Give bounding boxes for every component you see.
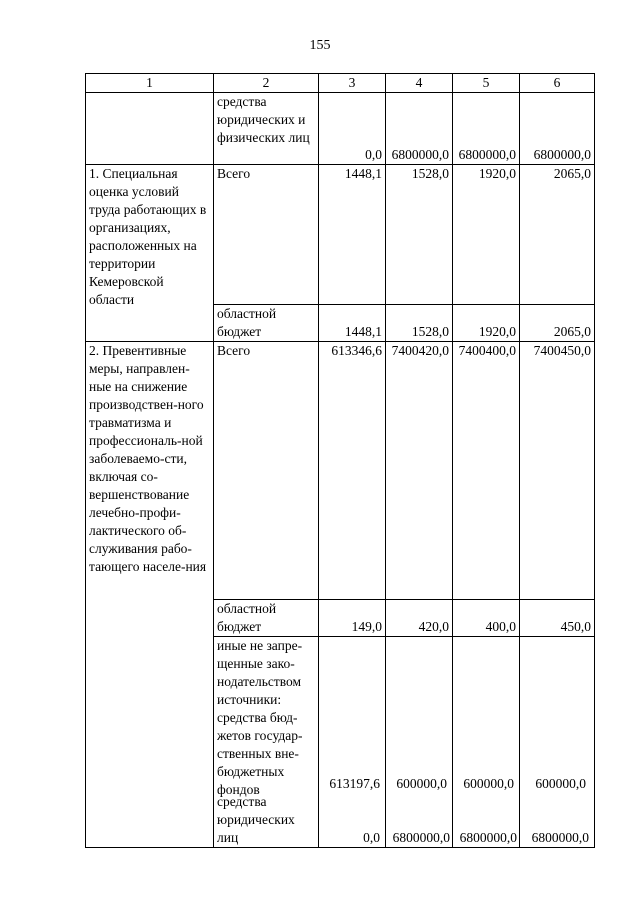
value-cell: 0,0 (319, 93, 386, 165)
value-text: 600000,0 (535, 776, 586, 791)
header-col-1: 1 (86, 74, 214, 93)
value-cell (520, 637, 595, 848)
value-cell: 400,0 (453, 600, 520, 637)
header-col-2: 2 (214, 74, 319, 93)
header-col-6: 6 (520, 74, 595, 93)
value-cell: 1528,0 (386, 305, 453, 342)
value-cell: 6800000,0 (386, 93, 453, 165)
value-text: 613197,6 (329, 776, 380, 791)
measure-1-title: 1. Специальная оценка условий труда работающих в организациях, расположенных на территории Кемеровской области (86, 165, 214, 342)
value-cell: 7400420,0 (386, 342, 453, 600)
value-text: 600000,0 (463, 776, 514, 791)
source-cell: Всего (214, 165, 319, 305)
value-cell (453, 637, 520, 848)
source-cell (214, 637, 319, 848)
value-cell: 6800000,0 (453, 93, 520, 165)
table-row (86, 93, 595, 165)
source-cell: областной бюджет (214, 305, 319, 342)
header-col-5: 5 (453, 74, 520, 93)
value-cell: 1920,0 (453, 305, 520, 342)
value-cell: 1448,1 (319, 305, 386, 342)
value-cell: 149,0 (319, 600, 386, 637)
value-cell: 7400400,0 (453, 342, 520, 600)
value-cell: 1920,0 (453, 165, 520, 305)
source-cell: областной бюджет (214, 600, 319, 637)
value-cell: 6800000,0 (520, 93, 595, 165)
value-text: 600000,0 (396, 776, 447, 791)
value-cell (386, 637, 453, 848)
value-cell: 2065,0 (520, 165, 595, 305)
value-cell: 420,0 (386, 600, 453, 637)
value-cell: 613346,6 (319, 342, 386, 600)
header-col-4: 4 (386, 74, 453, 93)
value-cell: 450,0 (520, 600, 595, 637)
header-row (86, 74, 595, 93)
value-text: 0,0 (363, 830, 380, 845)
source-cell: средства юридических и физических лиц (214, 93, 319, 165)
table-row (86, 342, 595, 600)
budget-table (85, 73, 595, 848)
value-cell (319, 637, 386, 848)
measure-cell-empty (86, 93, 214, 165)
source-cell: Всего (214, 342, 319, 600)
legal-entities-label: средства юридических лиц (217, 794, 295, 845)
value-cell: 2065,0 (520, 305, 595, 342)
value-text: 6800000,0 (459, 830, 517, 845)
value-cell: 7400450,0 (520, 342, 595, 600)
measure-2-title: 2. Превентивные меры, направлен-ные на снижение производствен-ного травматизма и профессиональ-ной заболеваемо-сти, включая со-вершенствование лечебно-профи-лактического об-служивания рабо-тающего населе-ния (86, 342, 214, 848)
value-text: 6800000,0 (392, 830, 450, 845)
other-sources-label: иные не запре-щенные зако-нодательством источники: средства бюд-жетов государ-ственных вне-бюджетных фондов (217, 638, 303, 797)
header-col-3: 3 (319, 74, 386, 93)
page-number: 155 (309, 38, 331, 53)
value-cell: 1448,1 (319, 165, 386, 305)
table-row (86, 165, 595, 305)
value-cell: 1528,0 (386, 165, 453, 305)
value-text: 6800000,0 (531, 830, 589, 845)
